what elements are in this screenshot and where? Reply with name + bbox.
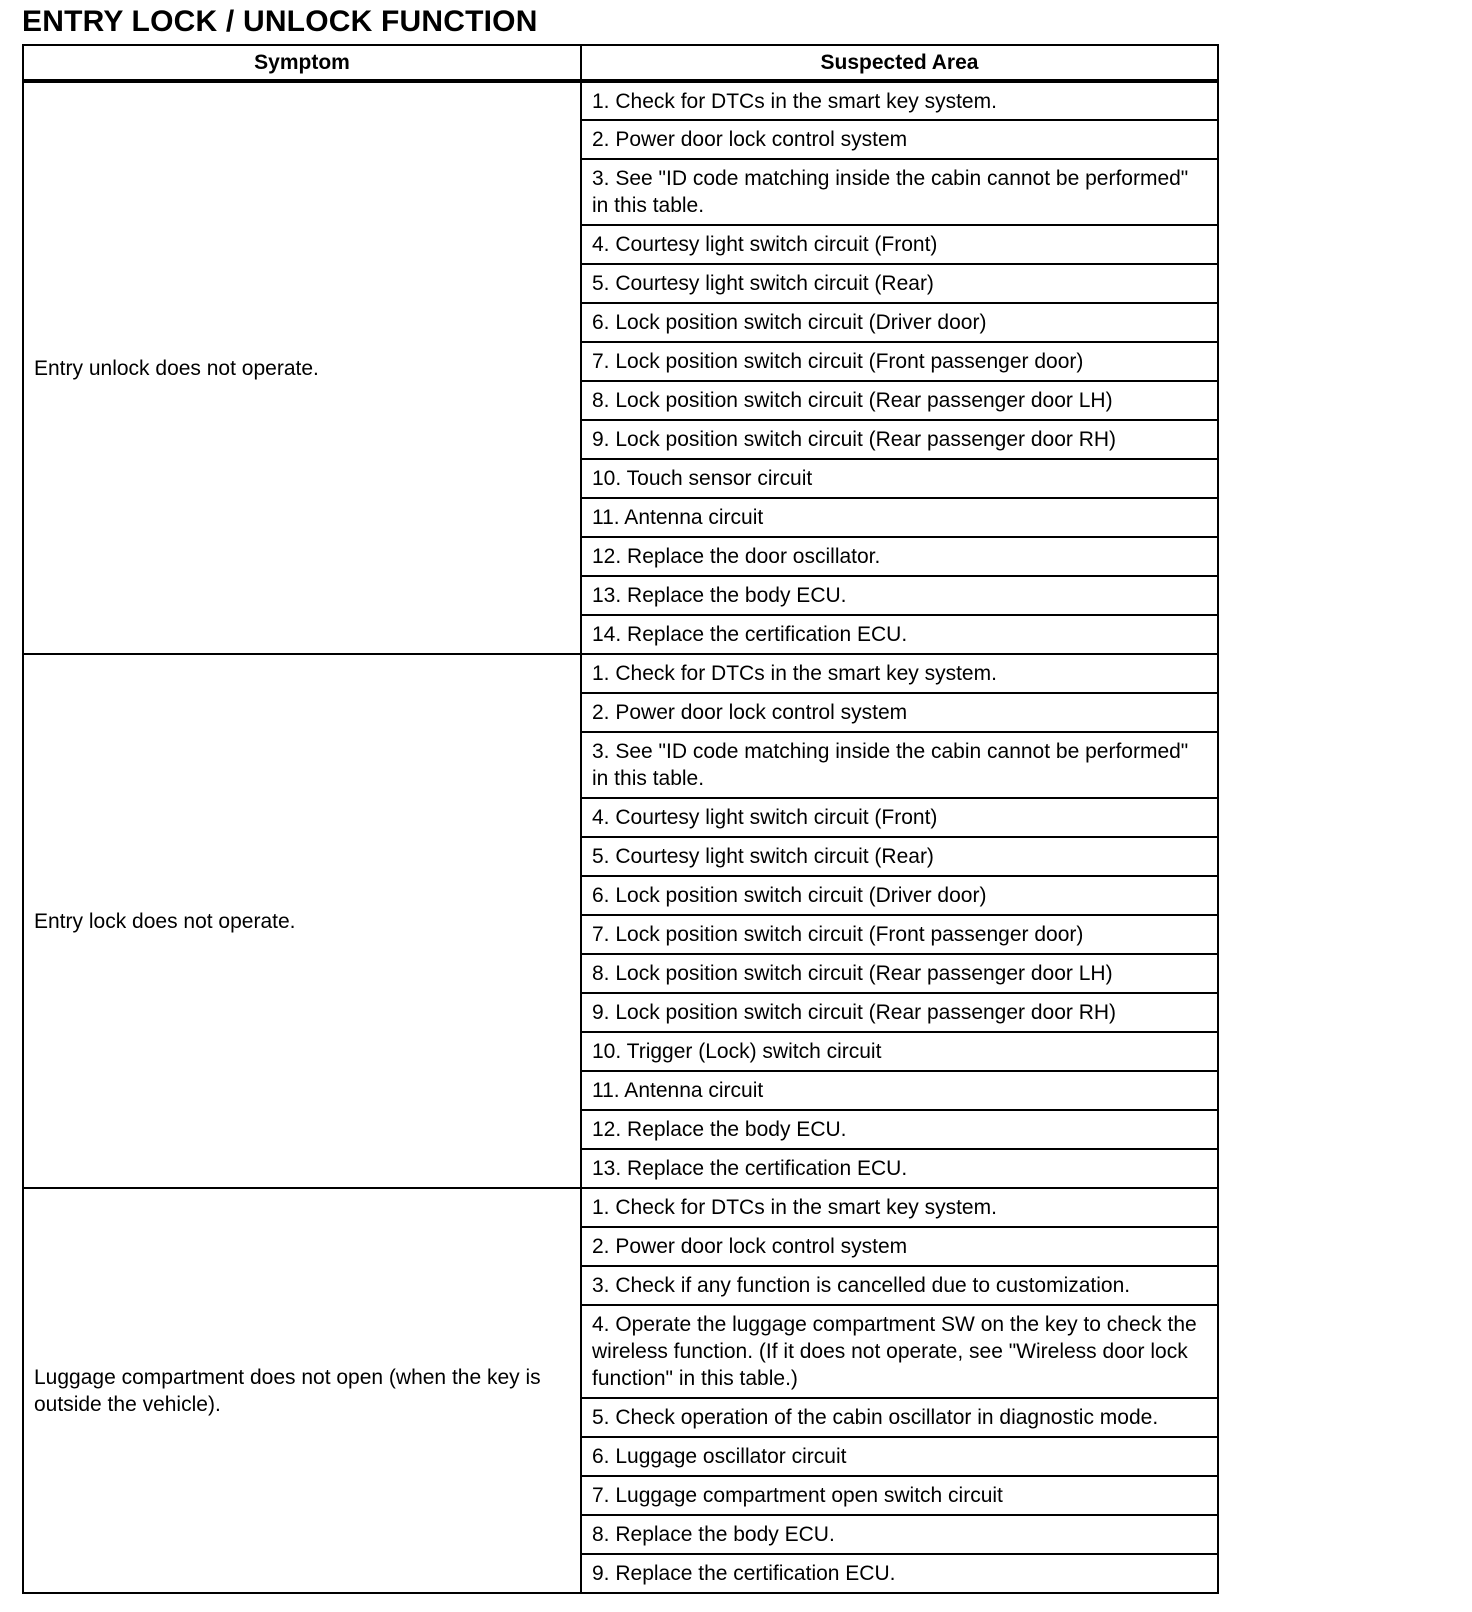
suspected-area-cell: 8. Replace the body ECU. — [581, 1515, 1218, 1554]
suspected-area-cell: 1. Check for DTCs in the smart key system. — [581, 1188, 1218, 1227]
suspected-area-cell: 6. Lock position switch circuit (Driver door) — [581, 303, 1218, 342]
suspected-area-cell: 14. Replace the certification ECU. — [581, 615, 1218, 654]
suspected-area-cell: 8. Lock position switch circuit (Rear passenger door LH) — [581, 381, 1218, 420]
suspected-area-cell: 1. Check for DTCs in the smart key system. — [581, 81, 1218, 120]
suspected-area-cell: 13. Replace the certification ECU. — [581, 1149, 1218, 1188]
table-header-row — [23, 45, 1218, 81]
suspected-area-cell: 9. Replace the certification ECU. — [581, 1554, 1218, 1593]
suspected-area-cell: 3. See "ID code matching inside the cabin cannot be performed" in this table. — [581, 159, 1218, 225]
suspected-area-cell: 2. Power door lock control system — [581, 693, 1218, 732]
suspected-area-cell: 2. Power door lock control system — [581, 1227, 1218, 1266]
suspected-area-cell: 4. Courtesy light switch circuit (Front) — [581, 798, 1218, 837]
suspected-area-cell: 7. Luggage compartment open switch circuit — [581, 1476, 1218, 1515]
suspected-area-cell: 4. Courtesy light switch circuit (Front) — [581, 225, 1218, 264]
suspected-area-cell: 9. Lock position switch circuit (Rear passenger door RH) — [581, 420, 1218, 459]
table-row — [23, 1188, 1218, 1227]
symptom-cell: Luggage compartment does not open (when the key is outside the vehicle). — [23, 1188, 581, 1593]
suspected-area-cell: 12. Replace the door oscillator. — [581, 537, 1218, 576]
suspected-area-cell: 11. Antenna circuit — [581, 498, 1218, 537]
table-row — [23, 81, 1218, 120]
suspected-area-cell: 13. Replace the body ECU. — [581, 576, 1218, 615]
suspected-area-cell: 5. Check operation of the cabin oscillator in diagnostic mode. — [581, 1398, 1218, 1437]
suspected-area-cell: 5. Courtesy light switch circuit (Rear) — [581, 837, 1218, 876]
suspected-area-cell: 5. Courtesy light switch circuit (Rear) — [581, 264, 1218, 303]
suspected-area-cell: 7. Lock position switch circuit (Front passenger door) — [581, 342, 1218, 381]
troubleshooting-table — [22, 44, 1219, 1594]
symptom-cell: Entry unlock does not operate. — [23, 81, 581, 654]
suspected-area-column-header: Suspected Area — [581, 45, 1218, 81]
suspected-area-cell: 10. Trigger (Lock) switch circuit — [581, 1032, 1218, 1071]
suspected-area-cell: 12. Replace the body ECU. — [581, 1110, 1218, 1149]
suspected-area-cell: 2. Power door lock control system — [581, 120, 1218, 159]
suspected-area-cell: 4. Operate the luggage compartment SW on the key to check the wireless function. (If it does not operate, see "Wireless door lock function" in this table.) — [581, 1305, 1218, 1398]
suspected-area-cell: 9. Lock position switch circuit (Rear passenger door RH) — [581, 993, 1218, 1032]
table-row — [23, 654, 1218, 693]
symptom-cell: Entry lock does not operate. — [23, 654, 581, 1188]
suspected-area-cell: 3. Check if any function is cancelled due to customization. — [581, 1266, 1218, 1305]
suspected-area-cell: 6. Lock position switch circuit (Driver door) — [581, 876, 1218, 915]
suspected-area-cell: 6. Luggage oscillator circuit — [581, 1437, 1218, 1476]
suspected-area-cell: 3. See "ID code matching inside the cabin cannot be performed" in this table. — [581, 732, 1218, 798]
suspected-area-cell: 8. Lock position switch circuit (Rear passenger door LH) — [581, 954, 1218, 993]
suspected-area-cell: 1. Check for DTCs in the smart key system. — [581, 654, 1218, 693]
suspected-area-cell: 11. Antenna circuit — [581, 1071, 1218, 1110]
symptom-column-header: Symptom — [23, 45, 581, 81]
suspected-area-cell: 10. Touch sensor circuit — [581, 459, 1218, 498]
page-title: ENTRY LOCK / UNLOCK FUNCTION — [22, 5, 538, 38]
suspected-area-cell: 7. Lock position switch circuit (Front passenger door) — [581, 915, 1218, 954]
